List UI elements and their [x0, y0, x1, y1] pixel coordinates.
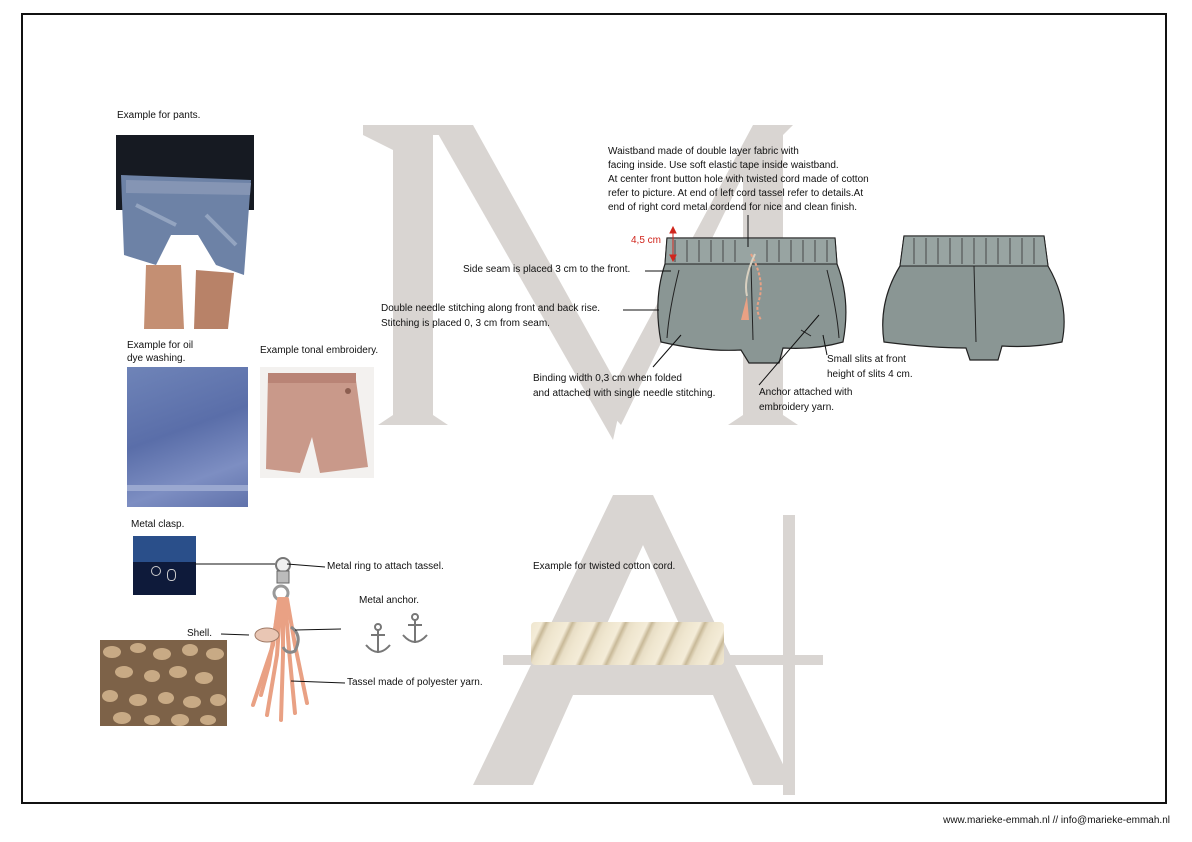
label-oil-dye-2: dye washing. — [127, 353, 186, 364]
slits-note-1: Small slits at front — [827, 354, 906, 365]
waistband-note-1: Waistband made of double layer fabric with — [608, 146, 799, 157]
sketch-leader-lines — [23, 15, 1167, 804]
label-cotton-cord: Example for twisted cotton cord. — [533, 561, 676, 572]
label-metal-ring: Metal ring to attach tassel. — [327, 561, 444, 572]
label-oil-dye-1: Example for oil — [127, 340, 194, 351]
label-metal-clasp: Metal clasp. — [131, 519, 185, 530]
label-metal-anchor: Metal anchor. — [359, 595, 420, 606]
side-seam-note: Side seam is placed 3 cm to the front. — [463, 264, 631, 275]
waist-height-label: 4,5 cm — [631, 235, 662, 246]
stitch-note-1: Double needle stitching along front and back rise. — [381, 303, 601, 314]
label-shell: Shell. — [187, 628, 213, 639]
anchor-note-1: Anchor attached with — [759, 387, 853, 398]
waistband-note-2: facing inside. Use soft elastic tape inside waistband. — [608, 160, 839, 171]
slits-note-2: height of slits 4 cm. — [827, 369, 913, 380]
label-tassel: Tassel made of polyester yarn. — [347, 677, 483, 688]
stitch-note-2: Stitching is placed 0, 3 cm from seam. — [381, 318, 550, 329]
label-embroidery: Example tonal embroidery. — [260, 345, 379, 356]
label-pants: Example for pants. — [117, 110, 201, 121]
binding-note-2: and attached with single needle stitching. — [533, 388, 716, 399]
page-frame — [21, 13, 1167, 804]
anchor-note-2: embroidery yarn. — [759, 402, 835, 413]
waistband-note-3: At center front button hole with twisted cord made of cotton — [608, 174, 869, 185]
footer-contact: www.marieke-emmah.nl // info@marieke-emmah.nl — [943, 815, 1170, 826]
waistband-note-5: end of right cord metal cordend for nice and clean finish. — [608, 202, 858, 213]
binding-note-1: Binding width 0,3 cm when folded — [533, 373, 682, 384]
waistband-note-4: refer to picture. At end of left cord tassel refer to details.At — [608, 188, 864, 199]
